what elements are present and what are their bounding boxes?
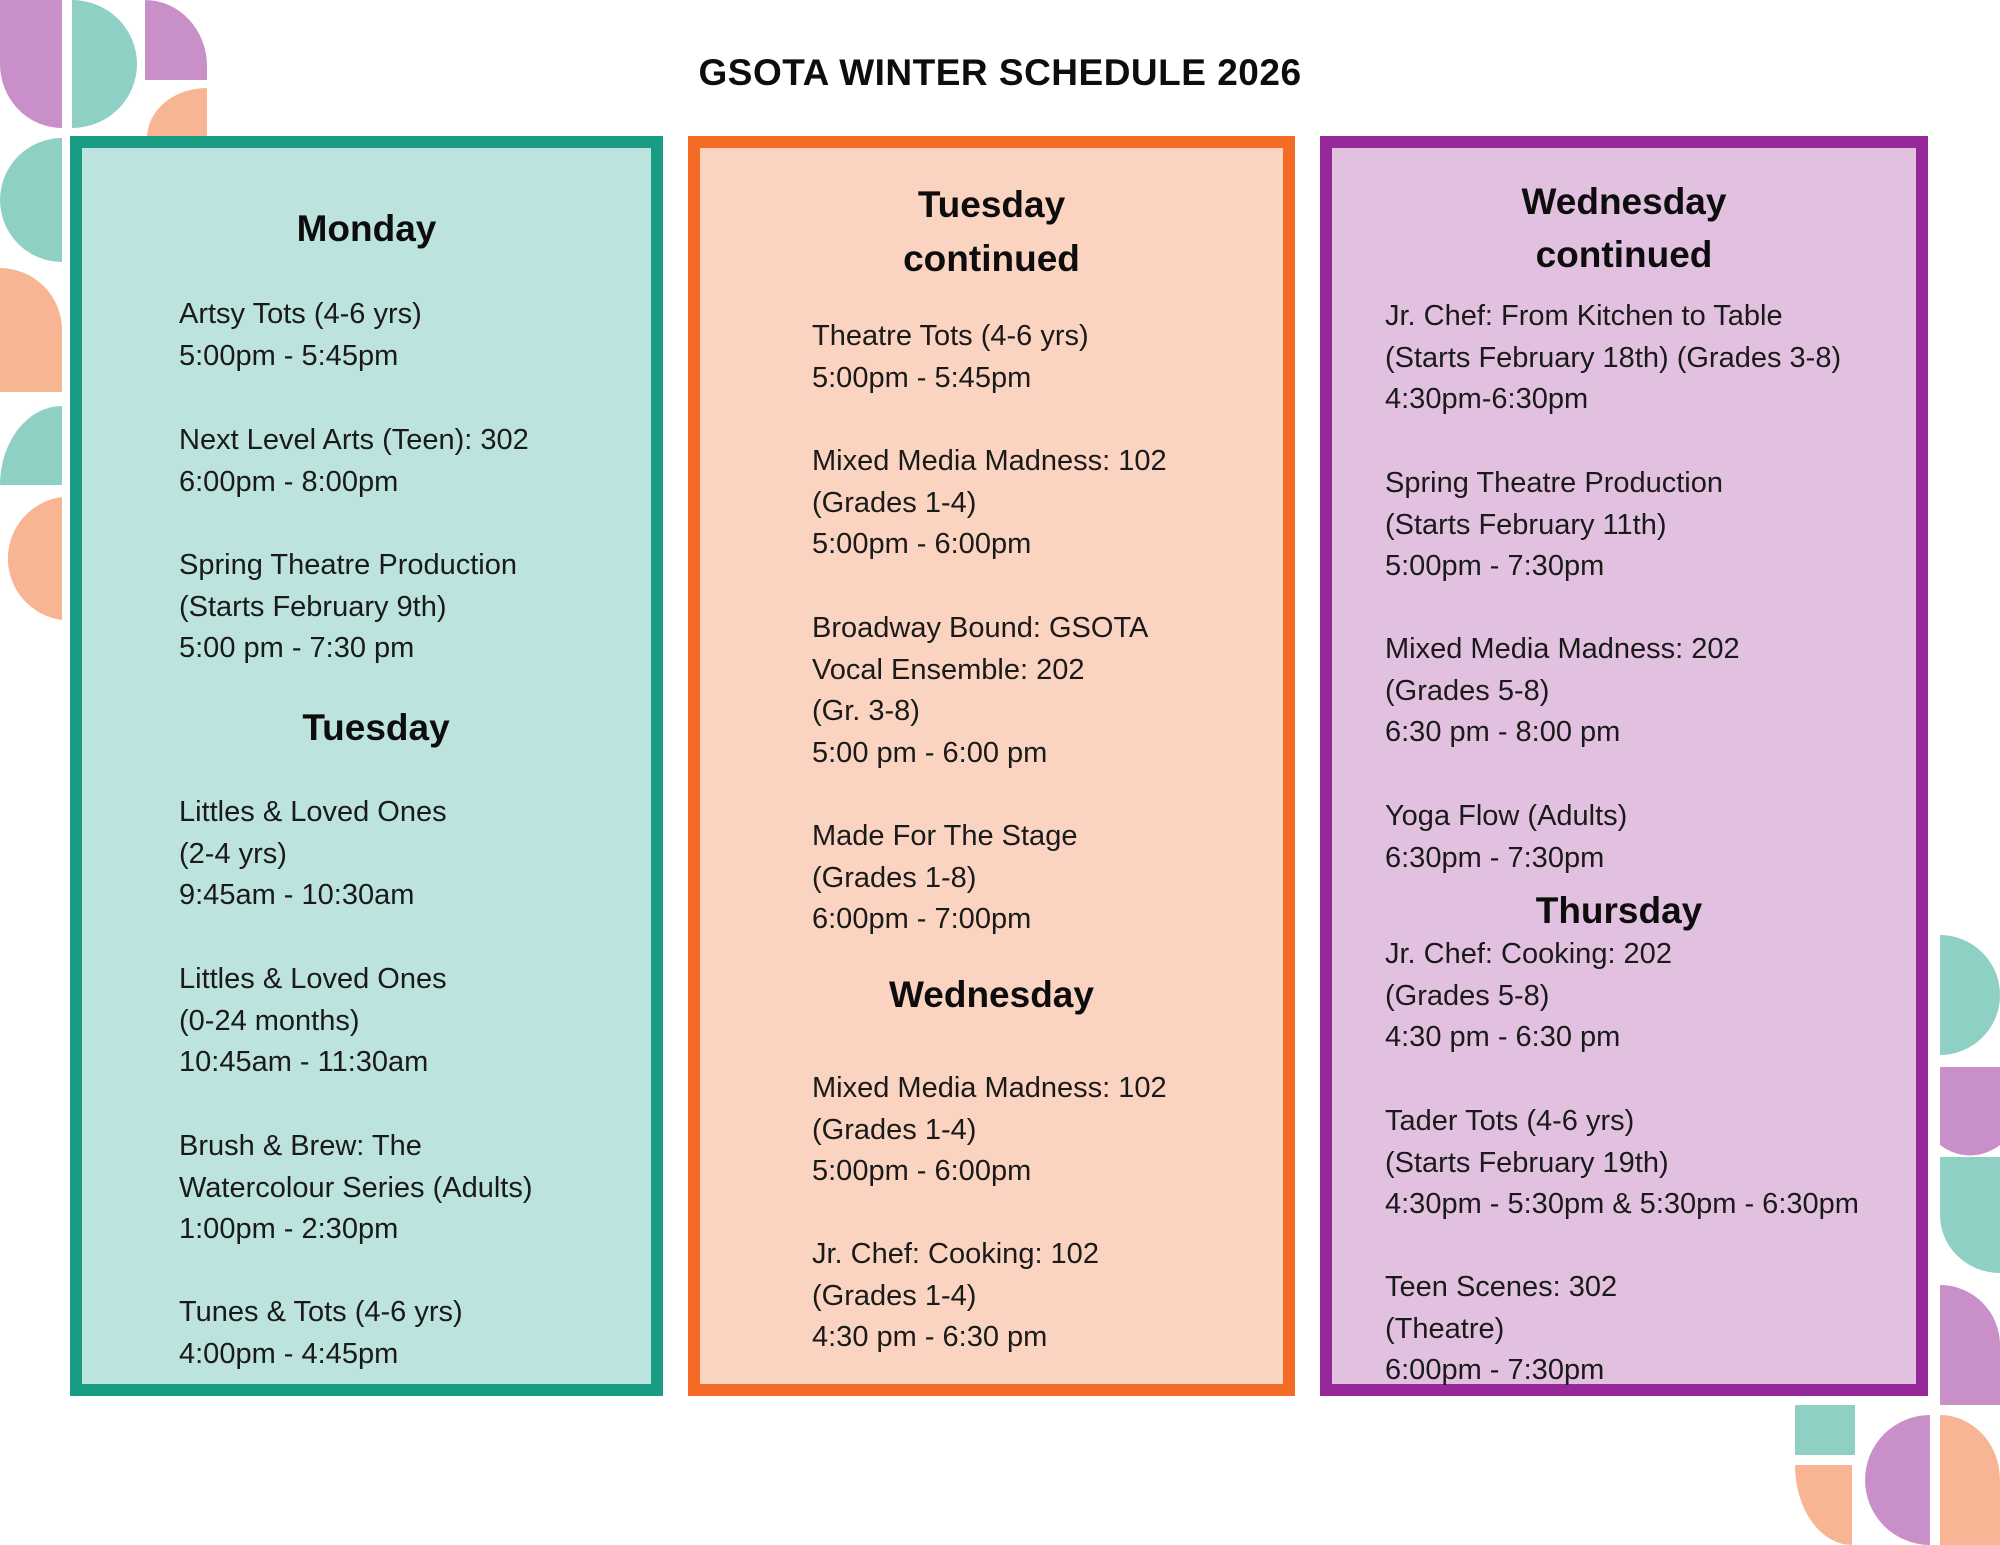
event-made-for-the-stage [812, 816, 1077, 941]
event-spring-theatre-production [179, 545, 517, 670]
event-tunes-and-tots [179, 1292, 463, 1375]
deco-purple-quarter-3 [1940, 1067, 2000, 1155]
event-time: 9:45am - 10:30am [179, 879, 415, 911]
event-line: Brush & Brew: The [179, 1130, 422, 1162]
event-time: 5:00pm - 5:45pm [812, 361, 1032, 394]
deco-teal-quarter [0, 406, 62, 485]
event-line: Mixed Media Madness: 102 [812, 1072, 1167, 1104]
event-line: (Grades 1-4) [812, 1279, 977, 1312]
deco-peach-half [0, 268, 62, 392]
event-line: (Starts February 9th) [179, 590, 447, 623]
heading-line: continued [903, 238, 1080, 279]
event-time: 6:00pm - 7:00pm [812, 903, 1032, 935]
event-time: 5:00 pm - 6:00 pm [812, 736, 1048, 769]
event-line: (Starts February 19th) [1385, 1146, 1669, 1179]
deco-peach-quarter [147, 88, 207, 138]
event-line: (2-4 yrs) [179, 837, 287, 870]
schedule-column-1 [70, 136, 663, 1396]
event-littles-loved-ones-0-24 [179, 959, 447, 1084]
event-time: 5:00pm - 5:45pm [179, 339, 399, 372]
event-line: (Grades 1-4) [812, 486, 977, 519]
heading-line: continued [1535, 234, 1713, 275]
deco-peach-quarter-2 [1795, 1465, 1852, 1545]
event-time: 5:00 pm - 7:30 pm [179, 632, 415, 664]
event-line: Theatre Tots (4-6 yrs) [812, 320, 1089, 352]
schedule-column-3 [1320, 136, 1928, 1396]
event-line: Next Level Arts (Teen): 302 [179, 424, 529, 456]
event-line: Jr. Chef: Cooking: 102 [812, 1238, 1099, 1270]
event-line: Tunes & Tots (4-6 yrs) [179, 1296, 463, 1328]
day-heading-thursday: Thursday [1535, 890, 1703, 931]
event-jr-chef-cooking-102 [812, 1234, 1099, 1359]
event-broadway-bound [812, 608, 1148, 774]
event-mixed-media-madness-102 [812, 441, 1167, 566]
heading-line: Wednesday [1521, 181, 1727, 222]
event-line: (Grades 1-4) [812, 1113, 977, 1146]
event-line: Mixed Media Madness: 102 [812, 445, 1167, 477]
event-theatre-tots [812, 316, 1089, 399]
event-next-level-arts [179, 420, 529, 503]
deco-teal-quarter-3 [1795, 1405, 1855, 1455]
event-line: Jr. Chef: Cooking: 202 [1385, 938, 1672, 970]
event-line: Spring Theatre Production [1385, 467, 1724, 499]
deco-purple-half [1940, 1285, 2000, 1405]
deco-peach-half-3 [1940, 1415, 2000, 1545]
event-time: 4:30 pm - 6:30 pm [812, 1321, 1048, 1353]
event-yoga-flow [1385, 796, 1627, 879]
event-mixed-media-madness-102-wed [812, 1068, 1167, 1193]
event-line: Vocal Ensemble: 202 [812, 653, 1085, 686]
event-line: Littles & Loved Ones [179, 796, 447, 828]
event-line: (Starts February 18th) (Grades 3-8) [1385, 341, 1842, 374]
event-line: (Gr. 3-8) [812, 695, 920, 727]
event-mixed-media-madness-202 [1385, 629, 1740, 754]
event-line: Jr. Chef: From Kitchen to Table [1385, 300, 1783, 332]
event-teen-scenes [1385, 1267, 1617, 1392]
day-heading-monday: Monday [296, 208, 437, 249]
event-time: 4:30pm-6:30pm [1385, 383, 1589, 415]
event-line: Broadway Bound: GSOTA [812, 612, 1149, 644]
event-line: Artsy Tots (4-6 yrs) [179, 298, 422, 330]
deco-teal-quarter-2 [1940, 1157, 2000, 1273]
deco-peach-half-2 [8, 497, 62, 620]
event-jr-chef-kitchen-to-table [1385, 296, 1841, 421]
event-line: (Grades 5-8) [1385, 674, 1550, 707]
event-time: 4:00pm - 4:45pm [179, 1337, 399, 1370]
day-heading-tuesday: Tuesday [302, 707, 450, 748]
event-line: Mixed Media Madness: 202 [1385, 633, 1740, 665]
event-line: Yoga Flow (Adults) [1385, 800, 1628, 832]
day-heading-wednesday: Wednesday [889, 974, 1094, 1015]
event-line: Teen Scenes: 302 [1385, 1271, 1618, 1303]
event-time: 4:30 pm - 6:30 pm [1385, 1021, 1621, 1053]
event-line: (Theatre) [1385, 1312, 1505, 1345]
event-time: 10:45am - 11:30am [179, 1046, 429, 1078]
event-artsy-tots [179, 294, 422, 377]
event-time: 6:00pm - 8:00pm [179, 465, 399, 498]
event-time: 1:00pm - 2:30pm [179, 1213, 399, 1245]
event-line: Made For The Stage [812, 820, 1078, 852]
deco-purple-half-2 [1865, 1415, 1930, 1545]
event-line: Tader Tots (4-6 yrs) [1385, 1105, 1635, 1137]
event-line: (Starts February 11th) [1385, 508, 1667, 541]
event-jr-chef-cooking-202 [1385, 934, 1672, 1059]
event-time: 6:00pm - 7:30pm [1385, 1354, 1605, 1386]
schedule-column-2 [688, 136, 1295, 1396]
event-line: Spring Theatre Production [179, 549, 518, 581]
event-time: 6:30pm - 7:30pm [1385, 841, 1605, 874]
event-time: 5:00pm - 7:30pm [1385, 550, 1605, 582]
event-tader-tots [1385, 1101, 1859, 1226]
event-line: (Grades 5-8) [1385, 979, 1550, 1012]
event-time: 4:30pm - 5:30pm & 5:30pm - 6:30pm [1385, 1188, 1859, 1220]
event-line: Littles & Loved Ones [179, 963, 447, 995]
event-brush-and-brew [179, 1126, 532, 1251]
event-line: Watercolour Series (Adults) [179, 1171, 533, 1204]
event-time: 6:30 pm - 8:00 pm [1385, 716, 1621, 748]
day-heading-tuesday-continued [700, 178, 1283, 286]
page-title: GSOTA WINTER SCHEDULE 2026 [698, 52, 1302, 93]
event-littles-loved-ones-2-4 [179, 792, 447, 917]
event-spring-theatre-production-wed [1385, 463, 1723, 588]
deco-teal-half-2 [0, 138, 62, 262]
day-heading-wednesday-continued [1332, 175, 1916, 281]
event-line: (0-24 months) [179, 1004, 360, 1037]
heading-line: Tuesday [917, 184, 1066, 225]
event-time: 5:00pm - 6:00pm [812, 528, 1032, 560]
deco-teal-half-3 [1940, 935, 2000, 1055]
event-time: 5:00pm - 6:00pm [812, 1155, 1032, 1187]
event-line: (Grades 1-8) [812, 861, 977, 894]
